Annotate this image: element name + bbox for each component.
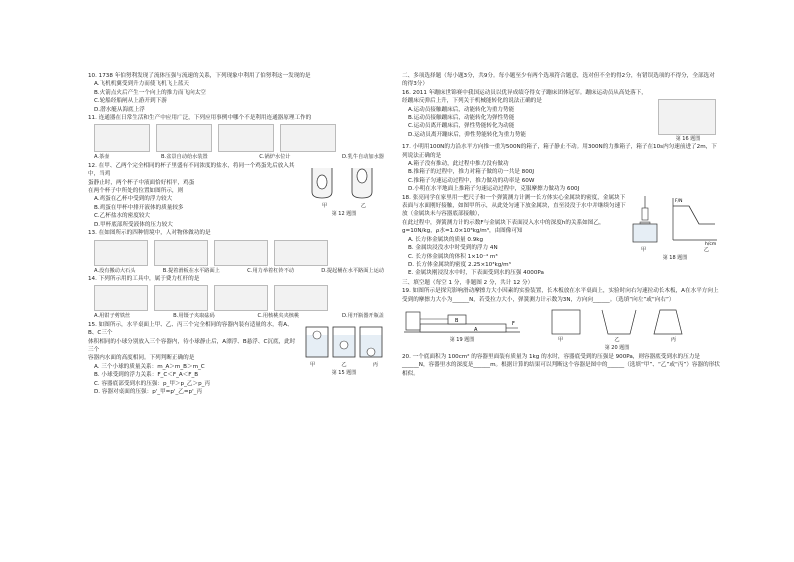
q17-option-c: C.推箱子匀速运动过程中，推力做功的功率是 60W bbox=[408, 177, 535, 184]
question-12-line2: 蛋静止时，两个杯子中液面恰好相平，鸡蛋 bbox=[88, 179, 195, 186]
question-17: 17. 小明用100N的力沿水平方向推一重为500N的箱子，箱子静止不动。用300N的力推箱子，箱子在10s内匀速前进了2m，下列说法正确的是 bbox=[402, 144, 717, 159]
q10-option-b: B.火箭点火后产生一个向上的推力而飞向太空 bbox=[94, 89, 206, 96]
q12-option-c: C.乙杯盐水的密度较大 bbox=[94, 213, 151, 220]
q15-block bbox=[88, 321, 388, 397]
q12-option-a: A.鸡蛋在乙杯中受到的浮力较大 bbox=[94, 196, 173, 203]
force-f-label: F bbox=[512, 320, 515, 327]
q17-option-d: D.小明在水平地面上推箱子匀速运动过程中，克服摩擦力做功为 600J bbox=[408, 186, 580, 193]
nutcracker-image bbox=[214, 285, 268, 311]
q19-figure bbox=[402, 306, 522, 344]
spring-scale-graph-diagram bbox=[631, 194, 719, 246]
section-2-heading: 二、多项选择题（每小题3分，共9分。每小题至少有两个选项符合题意，选对但不全的得2分，有错误选项的不得分，全部选对的得3分） bbox=[402, 73, 715, 88]
right-column bbox=[402, 72, 720, 378]
q20-figure-caption: 第 20 题图 bbox=[604, 345, 630, 352]
tweezers-image bbox=[154, 285, 208, 311]
q15-figure-caption: 第 15 题图 bbox=[331, 370, 357, 377]
egg-cups-diagram bbox=[304, 162, 384, 202]
q11-option-a: A.茶壶 bbox=[94, 154, 110, 161]
q15-option-a: A. 三个小球的质量关系：m_A＞m_B＞m_C bbox=[94, 363, 205, 370]
q11-option-d: D.乳牛自动加水器 bbox=[342, 154, 384, 161]
teapot-image bbox=[94, 124, 150, 152]
question-15-line2: 体积相同的小球分别放入三个容器内，待小球静止后，A漂浮、B悬浮、C沉底，此时三个 bbox=[88, 338, 296, 353]
q11-option-b: B.盆景自动给水装置 bbox=[161, 154, 208, 161]
q10-option-d: D.潜水艇从海底上浮 bbox=[94, 106, 145, 113]
q15-label-jia: 甲 bbox=[310, 361, 316, 368]
question-14: 14. 下列所示用的工具中，属于费力杠杆的是 bbox=[88, 275, 200, 282]
q16-option-c: C.运动员离开蹦床后，弹性势能转化为动能 bbox=[408, 123, 515, 130]
man-pushing-rock-image bbox=[94, 240, 148, 266]
q15-label-bing: 丙 bbox=[372, 361, 378, 368]
q16-figure bbox=[658, 89, 718, 143]
three-containers-diagram bbox=[302, 321, 386, 361]
q18-figure bbox=[631, 194, 719, 263]
q16-option-d: D.运动员离开蹦床后，弹性势能转化为重力势能 bbox=[408, 131, 526, 138]
people-carrying-image bbox=[154, 240, 208, 266]
q15-option-d: D. 容器对桌面的压强：p'_甲=p'_乙=p'_丙 bbox=[94, 388, 203, 395]
boiler-gauge-image bbox=[218, 124, 274, 152]
q20-label-yi: 乙 bbox=[614, 336, 620, 343]
q20-label-jia: 甲 bbox=[558, 336, 564, 343]
q14-option-labels bbox=[94, 312, 384, 320]
q13-option-b: B.提着滑板在水平路面上 bbox=[162, 267, 220, 274]
q18-option-c: C. 长方体金属块的体积 1×10⁻⁴ m³ bbox=[408, 253, 498, 260]
q18-block bbox=[402, 194, 720, 278]
q18-label-yi: 乙 bbox=[703, 246, 709, 253]
q15-option-b: B. 小球受到的浮力关系：F_C＜F_A＜F_B bbox=[94, 372, 199, 379]
q12-block bbox=[88, 162, 388, 229]
section-3-heading: 三、填空题（每空 1 分，非题图 2 分，共计 12 分） bbox=[402, 279, 534, 286]
question-12-line3: 在两个杯子中所处的位置如图所示，则 bbox=[88, 188, 184, 195]
bonsai-water-device-image bbox=[156, 124, 212, 152]
q11-option-c: C.锅炉水位计 bbox=[259, 154, 291, 161]
q15-figure bbox=[302, 321, 386, 378]
q18-option-b: B. 金属块浸没水中时受到的浮力 4N bbox=[408, 245, 498, 252]
q18-x-axis-label: h/cm bbox=[705, 241, 717, 246]
q14-option-a: A.用钳子剪铁丝 bbox=[94, 313, 131, 320]
block-b-label: B bbox=[455, 317, 459, 324]
question-13: 13. 在如图所示的四种情境中，人对物体做功的是 bbox=[88, 230, 211, 237]
q19-q20-figures bbox=[402, 306, 720, 353]
pliers-image bbox=[94, 285, 148, 311]
friction-board-diagram bbox=[402, 306, 522, 336]
bottle-opener-image bbox=[274, 285, 328, 311]
three-vessels-diagram bbox=[542, 306, 692, 336]
q12-option-b: B.鸡蛋在甲杯中排开液体的质量较多 bbox=[94, 204, 184, 211]
question-12-line1: 12. 在甲、乙两个完全相同的杯子里盛有不同浓度的盐水，将同一个鸡蛋先后放入其中，当鸡 bbox=[88, 162, 295, 178]
q14-option-b: B.用镊子夹取砝码 bbox=[173, 313, 215, 320]
q15-option-c: C. 容器底部受到水的压强：p_甲＞p_乙＞p_丙 bbox=[94, 380, 211, 387]
question-18: 18. 张亮同学在家里用一把尺子和一个弹簧测力计测一长方体实心金属块的密度，金属块下表面与水面刚好接触，如图甲所示，从此处匀速下放金属块，直至浸没于水中并继续匀速下放（金属块未与容器底部接触）， bbox=[402, 194, 626, 218]
q13-option-d: D.提起桶在水平路面上运动 bbox=[321, 267, 384, 274]
q12-label-jia: 甲 bbox=[322, 202, 328, 209]
q18-figure-caption: 第 18 题图 bbox=[662, 255, 688, 262]
weightlifter-image bbox=[214, 240, 268, 266]
q12-figure bbox=[304, 162, 384, 219]
q15-label-yi: 乙 bbox=[341, 361, 347, 368]
q18-option-e: E. 金属块刚浸没水中时，下表面受到水的压强 4000Pa bbox=[408, 270, 544, 277]
lifting-bucket-image bbox=[274, 240, 328, 266]
q18-y-axis-label: F/N bbox=[675, 198, 683, 204]
q13-option-labels bbox=[94, 267, 384, 275]
q10-option-c: C.轮船经船闸从上游开到下游 bbox=[94, 98, 167, 105]
question-15-line3: 容器内水面的高度相同。下列判断正确的是 bbox=[88, 355, 195, 362]
q17-option-a: A.箱子没有推动，此过程中推力没有做功 bbox=[408, 161, 509, 168]
cattle-waterer-image bbox=[280, 124, 336, 152]
q18-label-jia: 甲 bbox=[641, 246, 647, 253]
question-10: 10. 1738 年伯努利发现了流体压强与流速的关系，下列现象中利用了伯努利这一发现的是 bbox=[88, 73, 311, 79]
q14-figures bbox=[94, 285, 388, 311]
q17-option-b: B.推箱子的过程中，推力对箱子做的功一共是 800J bbox=[408, 169, 535, 176]
question-20: 20. 一个底面积为 100cm² 的容器里面装有质量为 1kg 的水时，容器底受到的压强是 900Pa，则容器底受到水的压力是______N，容器里水的深度是______m。根据计算的结果可以判断这个容器是图中的______（选填“甲”、“乙”或“丙”）容器的形状相似。 bbox=[402, 353, 720, 377]
q12-label-yi: 乙 bbox=[360, 202, 366, 209]
question-19: 19. 如图所示是探究影响滑动摩擦力大小因素的实验装置，长木板放在水平桌面上，实验时向右匀速拉动长木板，A在水平方向上受到的摩擦力大小为______N，若受拉力大小，弹簧测力计示数为3N，方向向______。（选填“向左”或“向右”） bbox=[402, 288, 719, 303]
q16-option-b: B.运动员接触蹦床后，动能转化为弹性势能 bbox=[408, 115, 515, 122]
q16-figure-caption: 第 16 题图 bbox=[675, 135, 701, 142]
board-a-label: A bbox=[474, 326, 478, 333]
q13-figures bbox=[94, 240, 388, 266]
q11-figures bbox=[94, 124, 388, 152]
q14-option-c: C.用核桃夹夹核桃 bbox=[257, 313, 300, 320]
q18-option-d: D. 长方体金属块的密度 2.25×10³kg/m³ bbox=[408, 261, 511, 268]
q19-figure-caption: 第 19 题图 bbox=[449, 336, 475, 343]
q10-option-a: A.飞机机翼受到升力而使飞机飞上蓝天 bbox=[94, 81, 190, 88]
q20-label-bing: 丙 bbox=[670, 336, 676, 343]
trampoline-image bbox=[658, 99, 716, 135]
q20-figure bbox=[542, 306, 692, 353]
question-16: 16. 2011 年蹦床世锦赛中我国运动员以优异成绩夺得女子蹦床团体冠军。蹦床运动员从高处落下，经蹦床反弹后上升，下列关于机械能转化的说法正确的是 bbox=[402, 89, 647, 105]
question-15-line1: 15. 如图所示，水平桌面上甲、乙、丙三个完全相同的容器内装有适量的水，将A、B、C三个 bbox=[88, 321, 293, 337]
q13-option-c: C.用力举着杠铃不动 bbox=[247, 267, 294, 274]
left-column bbox=[88, 72, 388, 396]
q16-option-a: A.运动员接触蹦床后，动能转化为重力势能 bbox=[408, 106, 515, 113]
question-11: 11. 连通器在日常生活和生产中应用广泛，下列应用事例中哪个不是利用连通器原理工作的 bbox=[88, 115, 312, 122]
q16-block bbox=[402, 89, 720, 143]
q12-figure-caption: 第 12 题图 bbox=[331, 211, 357, 218]
q13-option-a: A.没有搬动大石头 bbox=[94, 267, 136, 274]
question-18-b: 在此过程中，弹簧测力计的示数F与金属块下表面浸入水中的深度h的关系如图乙，g=10N/kg，ρ水=1.0×10³kg/m³，由图像可知 bbox=[402, 219, 605, 235]
q11-option-labels bbox=[94, 153, 384, 161]
q12-option-d: D.甲杯底部所受液体的压力较大 bbox=[94, 221, 173, 228]
q18-option-a: A. 长方体金属块的质量 0.9kg bbox=[408, 236, 484, 243]
q14-option-d: D.用开瓶器开瓶盖 bbox=[342, 313, 384, 320]
